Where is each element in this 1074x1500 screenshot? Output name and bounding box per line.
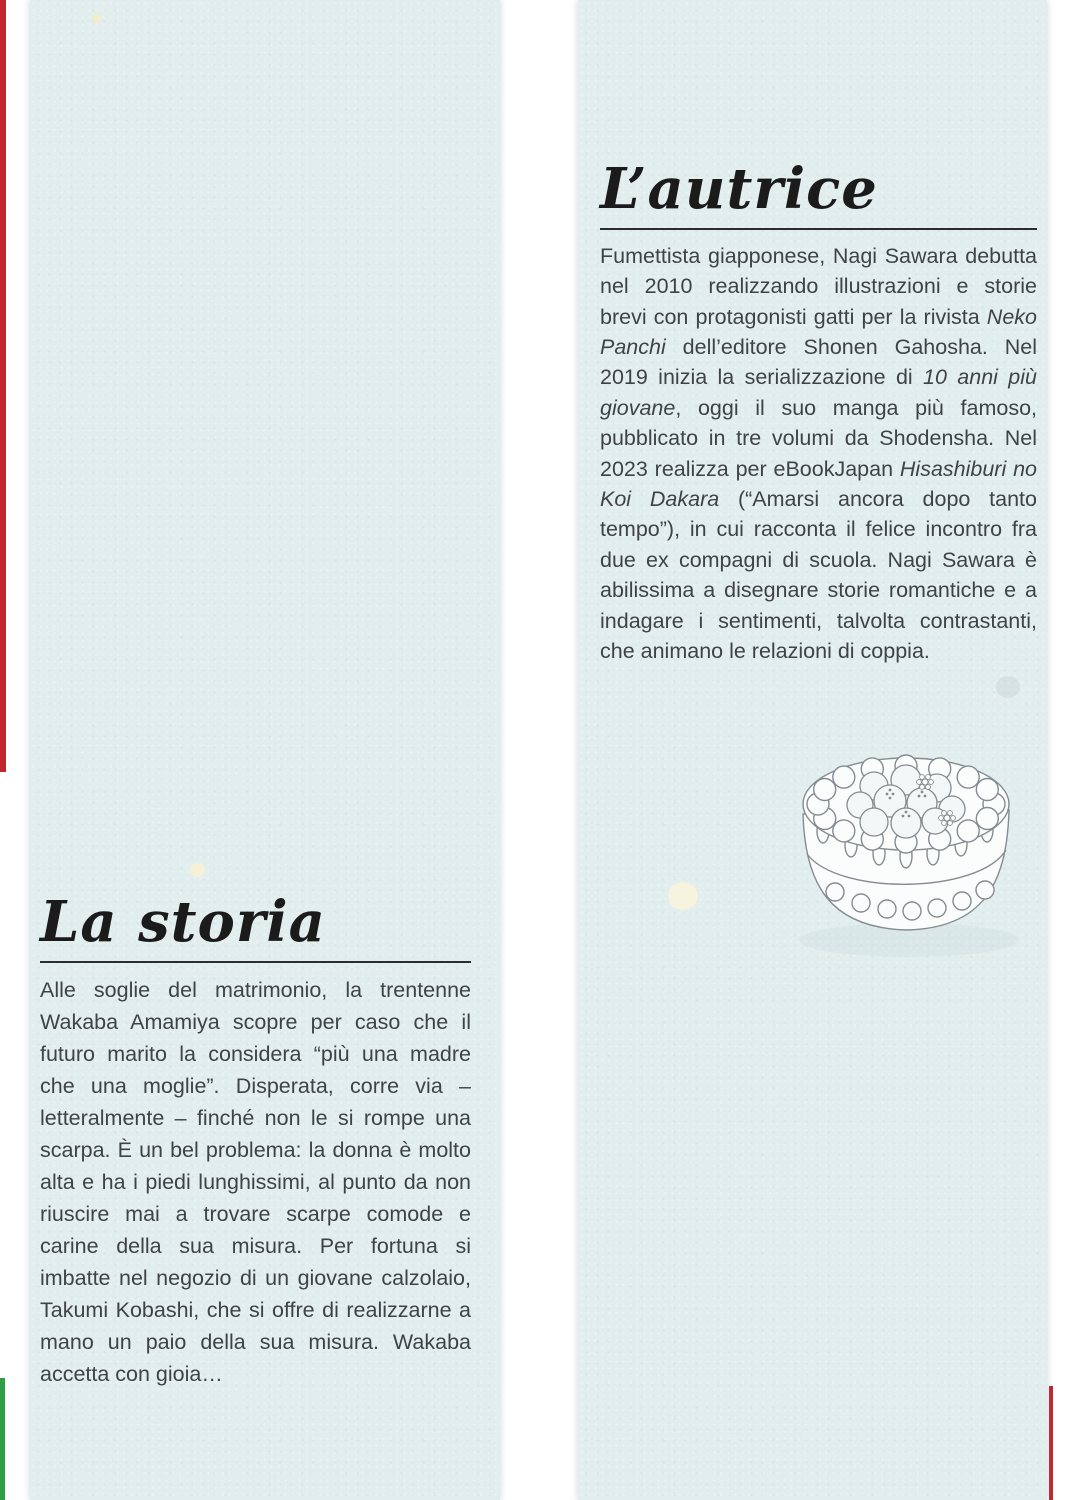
story-heading: La storia	[40, 889, 326, 955]
left-flap-panel	[30, 0, 500, 1500]
author-heading-rule	[600, 228, 1037, 230]
author-paragraph: Fumettista giapponese, Nagi Sawara debutta nel 2010 realizzando illustrazioni e storie brevi con protagonisti gatti per la rivista Neko Panchi dell’editore Shonen Gahosha. Nel 2019 inizia la serializzazione di 10 anni più giovane, oggi il suo manga più famoso, pubblicato in tre volumi da Shodensha. Nel 2023 realizza per eBookJapan Hisashiburi no Koi Dakara (“Amarsi ancora dopo tanto tempo”), in cui racconta il felice incontro fra due ex compagni di scuola. Nagi Sawara è abilissima a disegnare storie romantiche e a indagare i sentimenti, talvolta contrastanti, che animano le relazioni di coppia.	[600, 243, 1037, 663]
cake-illustration	[773, 726, 1040, 974]
cover-edge-red-left	[0, 0, 6, 772]
story-heading-rule	[40, 961, 471, 963]
author-section	[600, 158, 1037, 666]
cake-illustration-svg	[773, 726, 1040, 974]
right-flap-panel	[578, 0, 1047, 1500]
story-section	[40, 891, 471, 1390]
paper-speckle	[996, 676, 1020, 698]
author-heading: L’autrice	[600, 156, 878, 222]
paper-speckle	[668, 882, 698, 910]
cover-edge-red-right	[1049, 1386, 1053, 1500]
paper-speckle	[190, 863, 205, 877]
cover-edge-green-left	[0, 1378, 5, 1500]
story-paragraph: Alle soglie del matrimonio, la trentenne Wakaba Amamiya scopre per caso che il futuro marito la considera “più una madre che una moglie”. Disperata, corre via – letteralmente – finché non le si rompe una scarpa. È un bel problema: la donna è molto alta e ha i piedi lunghissimi, al punto da non riuscire mai a trovare scarpe comode e carine della sua misura. Per fortuna si imbatte nel negozio di un giovane calzolaio, Takumi Kobashi, che si offre di realizzarne a mano un paio della sua misura. Wakaba accetta con gioia…	[40, 977, 471, 1386]
paper-speckle	[92, 14, 101, 23]
